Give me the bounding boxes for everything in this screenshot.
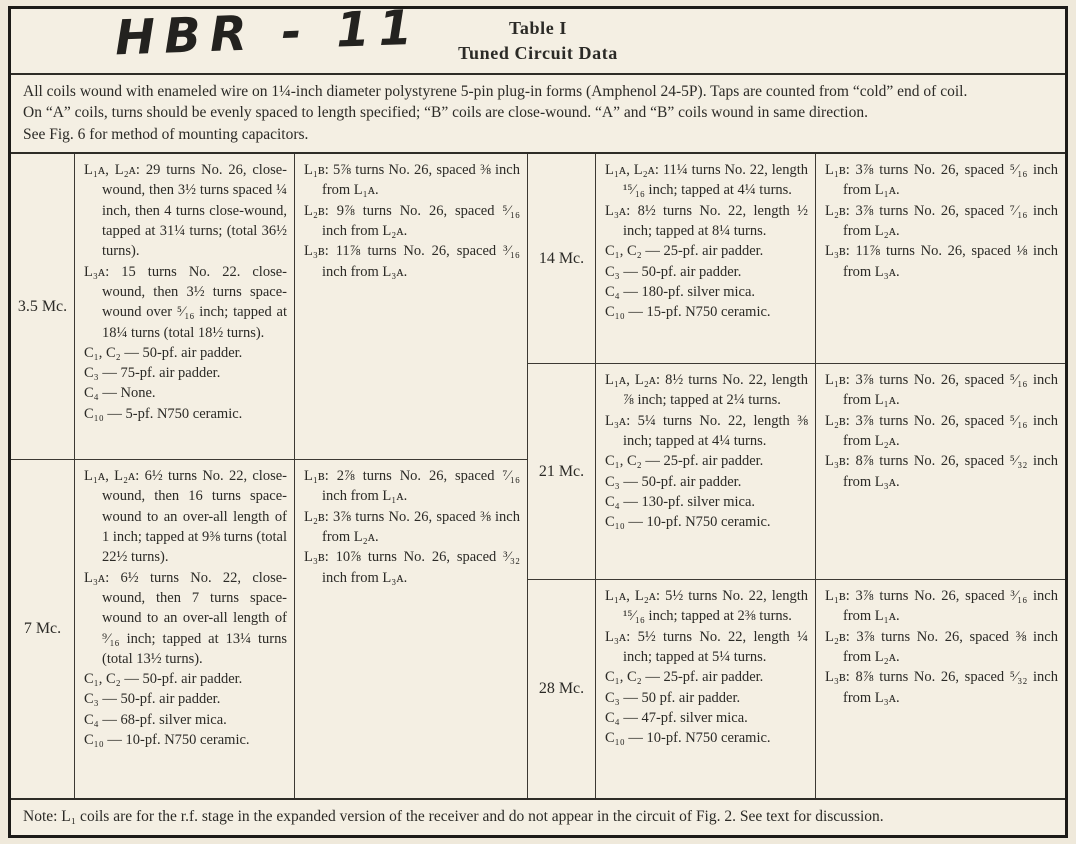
coil-b-cell	[816, 364, 1065, 579]
table-half-left	[11, 154, 528, 798]
table-half-right	[528, 154, 1065, 798]
coil-a-cell	[596, 580, 816, 798]
coil-a-spec: L₁ᴀ, L₂ᴀ: 11¼ turns No. 22, length ¹⁵⁄₁₆ inch; tapped at 4¼ turns.	[605, 162, 808, 199]
coil-b-spec: L₃ʙ: 8⅞ turns No. 26, spaced ⁵⁄₃₂ inch from L₃ᴀ.	[825, 453, 1058, 490]
coil-b-cell	[816, 154, 1065, 363]
coil-a-cell	[596, 364, 816, 579]
intro-paragraph-2: On “A” coils, turns should be evenly spaced to length specified; “B” coils are close-wound. “A” and “B” coils wound in same direction.	[23, 104, 868, 122]
capacitor-spec: C₁, C₂ — 50-pf. air padder.	[84, 671, 243, 688]
coil-b-spec: L₃ʙ: 11⅞ turns No. 26, spaced ³⁄₁₆ inch from L₃ᴀ.	[304, 243, 520, 280]
coil-a-spec: L₁ᴀ, L₂ᴀ: 5½ turns No. 22, length ¹⁵⁄₁₆ inch; tapped at 2⅜ turns.	[605, 588, 808, 625]
coil-b-cell	[295, 460, 527, 798]
capacitor-spec: C₄ — None.	[84, 385, 156, 402]
capacitor-spec: C₁₀ — 10-pf. N750 ceramic.	[84, 731, 250, 748]
coil-b-spec: L₂ʙ: 3⅞ turns No. 26, spaced ⅜ inch from L₂ᴀ.	[304, 508, 520, 546]
capacitor-spec: C₁, C₂ — 25-pf. air padder.	[605, 243, 764, 260]
capacitor-spec: C₃ — 50-pf. air padder.	[84, 691, 221, 708]
capacitor-spec: C₁, C₂ — 25-pf. air padder.	[605, 669, 764, 686]
table-subtitle: Tuned Circuit Data	[458, 43, 618, 64]
handwritten-label: HBR - 11	[114, 0, 422, 67]
table-body	[11, 154, 1065, 800]
band-label-cell	[528, 364, 596, 579]
coil-a-spec: L₁ᴀ, L₂ᴀ: 29 turns No. 26, close-wound, then 3½ turns spaced ¼ inch, then 4 turns close-wound, tapped at 31¼ turns; (total 36½ turns).	[84, 162, 287, 260]
table-header	[11, 0, 1065, 75]
coil-b-cell	[295, 154, 527, 459]
capacitor-spec: C₁, C₂ — 50-pf. air padder.	[84, 344, 243, 361]
capacitor-spec: C₄ — 130-pf. silver mica.	[605, 493, 756, 510]
band-label-cell	[528, 154, 596, 363]
capacitor-spec: C₁₀ — 10-pf. N750 ceramic.	[605, 514, 771, 531]
capacitor-spec: C₃ — 50-pf. air padder.	[605, 263, 742, 280]
capacitor-spec: C₃ — 75-pf. air padder.	[84, 365, 221, 382]
band-label-cell	[528, 580, 596, 798]
coil-b-spec: L₃ʙ: 8⅞ turns No. 26, spaced ⁵⁄₃₂ inch from L₃ᴀ.	[825, 669, 1058, 706]
coil-b-spec: L₁ʙ: 3⅞ turns No. 26, spaced ³⁄₁₆ inch from L₁ᴀ.	[825, 588, 1058, 625]
band-row-28mc	[528, 580, 1065, 798]
band-label: 21 Mc.	[538, 462, 585, 480]
coil-b-cell	[816, 580, 1065, 798]
table-outer-frame	[8, 0, 1068, 838]
coil-a-spec: L₃ᴀ: 8½ turns No. 22, length ½ inch; tapped at 8¼ turns.	[605, 202, 808, 240]
coil-b-spec: L₁ʙ: 3⅞ turns No. 26, spaced ⁵⁄₁₆ inch from L₁ᴀ.	[825, 372, 1058, 409]
capacitor-spec: C₄ — 47-pf. silver mica.	[605, 709, 748, 726]
capacitor-spec: C₁, C₂ — 25-pf. air padder.	[605, 453, 764, 470]
band-label-cell	[11, 154, 75, 459]
band-label-cell	[11, 460, 75, 798]
coil-b-spec: L₂ʙ: 3⅞ turns No. 26, spaced ⁷⁄₁₆ inch from L₂ᴀ.	[825, 202, 1058, 240]
coil-a-cell	[75, 460, 295, 798]
band-label: 14 Mc.	[538, 249, 585, 267]
footnote-row	[11, 800, 1065, 835]
coil-b-spec: L₂ʙ: 9⅞ turns No. 26, spaced ⁵⁄₁₆ inch from L₂ᴀ.	[304, 202, 520, 240]
band-row-3.5mc	[11, 154, 527, 460]
band-label: 28 Mc.	[538, 680, 585, 698]
coil-a-cell	[75, 154, 295, 459]
coil-a-spec: L₃ᴀ: 5½ turns No. 22, length ¼ inch; tapped at 5¼ turns.	[605, 628, 808, 666]
capacitor-spec: C₁₀ — 15-pf. N750 ceramic.	[605, 304, 771, 321]
coil-a-spec: L₁ᴀ, L₂ᴀ: 6½ turns No. 22, close-wound, then 16 turns space-wound to an over-all length of 1 inch; tapped at 9⅜ turns (total 22½ turns).	[84, 468, 287, 566]
band-label: 3.5 Mc.	[17, 297, 68, 315]
coil-b-spec: L₂ʙ: 3⅞ turns No. 26, spaced ⁵⁄₁₆ inch from L₂ᴀ.	[825, 412, 1058, 450]
coil-b-spec: L₂ʙ: 3⅞ turns No. 26, spaced ⅜ inch from L₂ᴀ.	[825, 628, 1058, 666]
intro-notes	[11, 75, 1065, 154]
capacitor-spec: C₃ — 50 pf. air padder.	[605, 689, 741, 706]
coil-b-spec: L₃ʙ: 10⅞ turns No. 26, spaced ³⁄₃₂ inch from L₃ᴀ.	[304, 549, 520, 586]
band-label: 7 Mc.	[23, 620, 62, 638]
capacitor-spec: C₁₀ — 10-pf. N750 ceramic.	[605, 730, 771, 747]
footnote-text: Note: L₁ coils are for the r.f. stage in the expanded version of the receiver and do not appear in the circuit of Fig. 2. See text for discussion.	[23, 808, 884, 825]
coil-b-spec: L₁ʙ: 2⅞ turns No. 26, spaced ⁷⁄₁₆ inch from L₁ᴀ.	[304, 468, 520, 505]
coil-a-spec: L₃ᴀ: 6½ turns No. 22, close-wound, then 7 turns space-wound to an over-all length of ⁹⁄₁₆ inch; tapped at 13¼ turns (total 13½ turns).	[84, 569, 287, 667]
coil-a-spec: L₃ᴀ: 15 turns No. 22. close-wound, then 3½ turns space-wound over ⁵⁄₁₆ inch; tapped at 18¼ turns (total 18½ turns).	[84, 263, 287, 341]
capacitor-spec: C₁₀ — 5-pf. N750 ceramic.	[84, 405, 243, 422]
intro-paragraph-1: All coils wound with enameled wire on 1¼-inch diameter polystyrene 5-pin plug-in forms (Amphenol 24-5P). Taps are counted from “cold” end of coil.	[23, 83, 968, 100]
coil-a-spec: L₃ᴀ: 5¼ turns No. 22, length ⅜ inch; tapped at 4¼ turns.	[605, 412, 808, 450]
coil-a-spec: L₁ᴀ, L₂ᴀ: 8½ turns No. 22, length ⅞ inch; tapped at 2¼ turns.	[605, 372, 808, 409]
capacitor-spec: C₃ — 50-pf. air padder.	[605, 473, 742, 490]
coil-a-cell	[596, 154, 816, 363]
band-row-14mc	[528, 154, 1065, 364]
table-title: Table I	[508, 18, 568, 38]
capacitor-spec: C₄ — 68-pf. silver mica.	[84, 711, 227, 728]
coil-b-spec: L₃ʙ: 11⅞ turns No. 26, spaced ⅛ inch from L₃ᴀ.	[825, 243, 1058, 280]
coil-b-spec: L₁ʙ: 3⅞ turns No. 26, spaced ⁵⁄₁₆ inch from L₁ᴀ.	[825, 162, 1058, 199]
capacitor-spec: C₄ — 180-pf. silver mica.	[605, 283, 756, 300]
band-row-21mc	[528, 364, 1065, 580]
coil-b-spec: L₁ʙ: 5⅞ turns No. 26, spaced ⅜ inch from L₁ᴀ.	[304, 162, 520, 199]
band-row-7mc	[11, 460, 527, 798]
intro-paragraph-3: See Fig. 6 for method of mounting capacitors.	[23, 125, 309, 143]
